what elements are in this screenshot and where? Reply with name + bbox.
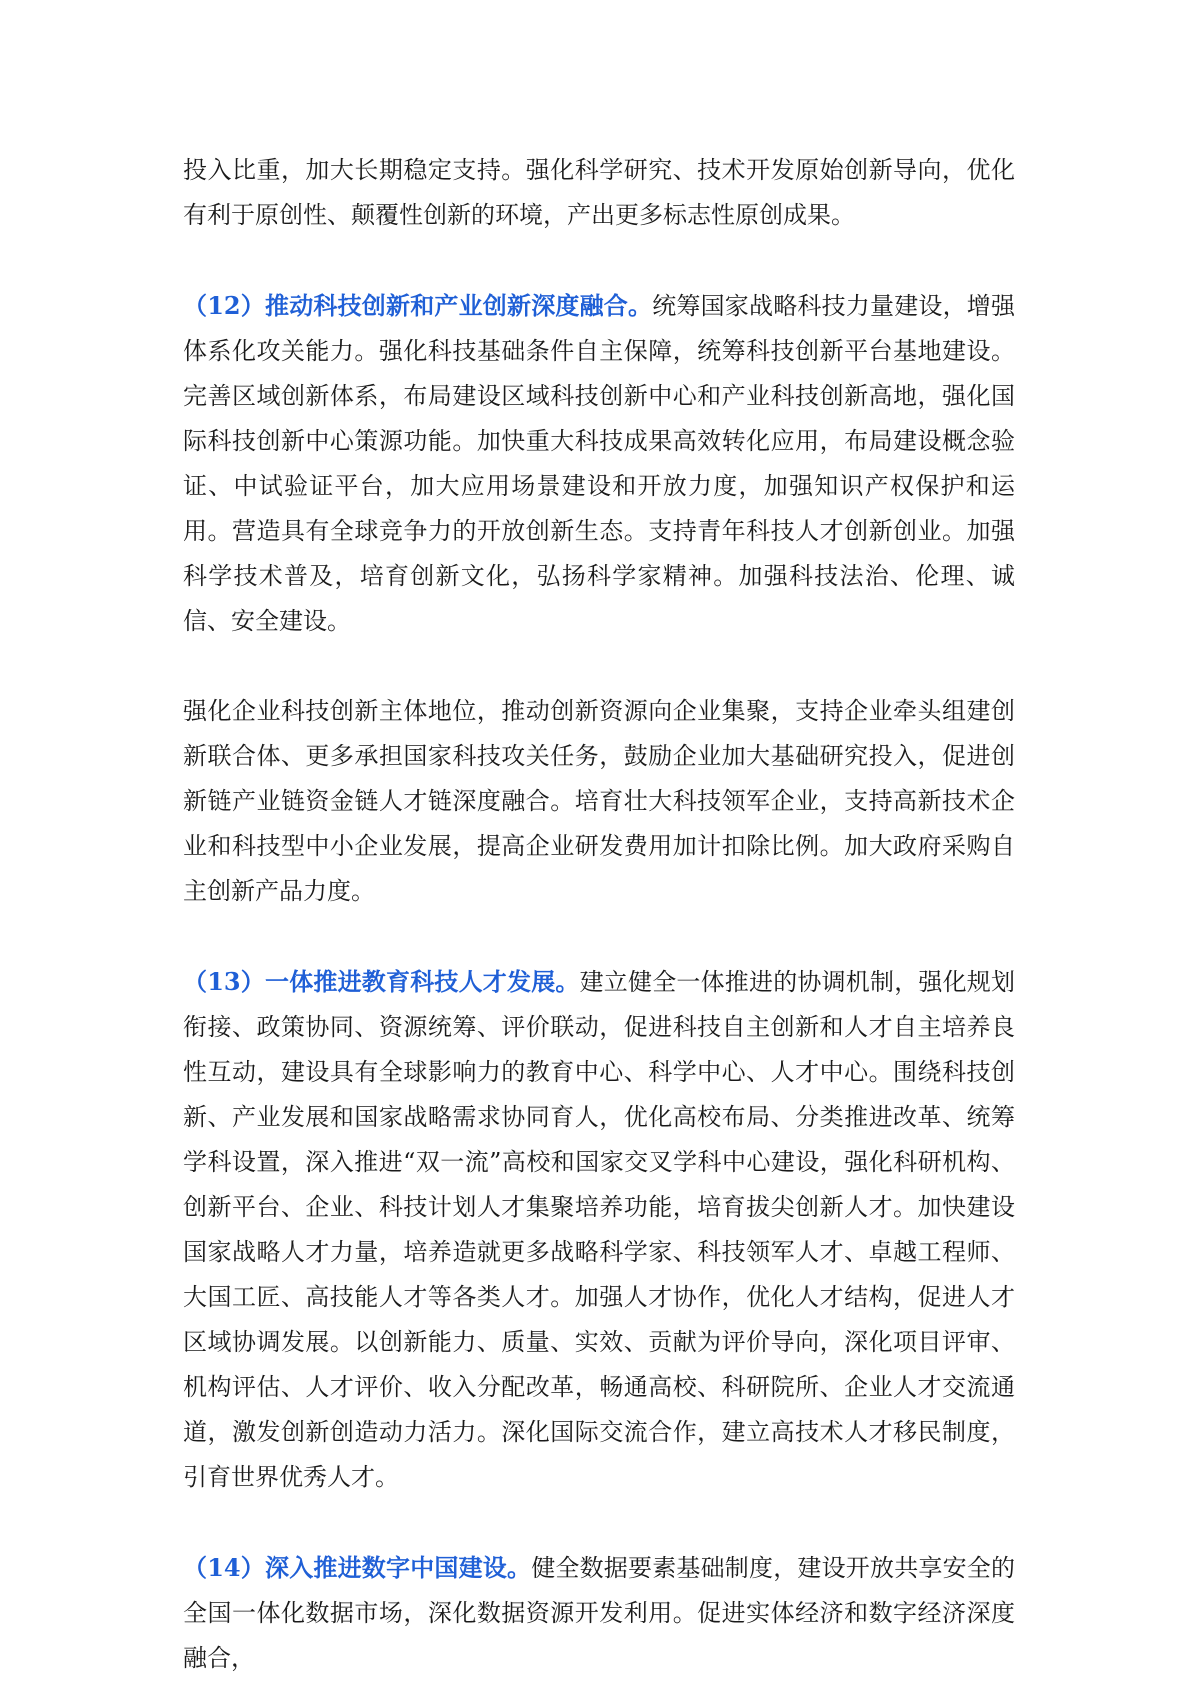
section-heading-14: （14）深入推进数字中国建设。	[183, 1553, 532, 1582]
paragraph-body: 统筹国家战略科技力量建设，增强体系化攻关能力。强化科技基础条件自主保障，统筹科技创新平台基地建设。完善区域创新体系，布局建设区域科技创新中心和产业科技创新高地，强化国际科技创新中心策源功能。加快重大科技成果高效转化应用，布局建设概念验证、中试验证平台，加大应用场景建设和开放力度，加强知识产权保护和运用。营造具有全球竞争力的开放创新生态。支持青年科技人才创新创业。加强科学技术普及，培育创新文化，弘扬科学家精神。加强科技法治、伦理、诚信、安全建设。	[183, 292, 1015, 635]
paragraph-body: 建立健全一体推进的协调机制，强化规划衔接、政策协同、资源统筹、评价联动，促进科技自主创新和人才自主培养良性互动，建设具有全球影响力的教育中心、科学中心、人才中心。围绕科技创新、产业发展和国家战略需求协同育人，优化高校布局、分类推进改革、统筹学科设置，深入推进“双一流”高校和国家交叉学科中心建设，强化科研机构、创新平台、企业、科技计划人才集聚培养功能，培育拔尖创新人才。加快建设国家战略人才力量，培养造就更多战略科学家、科技领军人才、卓越工程师、大国工匠、高技能人才等各类人才。加强人才协作，优化人才结构，促进人才区域协调发展。以创新能力、质量、实效、贡献为评价导向，深化项目评审、机构评估、人才评价、收入分配改革，畅通高校、科研院所、企业人才交流通道，激发创新创造动力活力。深化国际交流合作，建立高技术人才移民制度，引育世界优秀人才。	[183, 968, 1016, 1491]
paragraph-body: 健全数据要素基础制度，建设开放共享安全的全国一体化数据市场，深化数据资源开发利用。促进实体经济和数字经济深度融合，	[183, 1554, 1015, 1672]
section-heading-13: （13）一体推进教育科技人才发展。	[183, 967, 580, 996]
paragraph-section-13	[183, 959, 1015, 1500]
paragraph-continuation	[183, 148, 1015, 238]
document-page	[183, 148, 1015, 1681]
paragraph-body: 强化企业科技创新主体地位，推动创新资源向企业集聚，支持企业牵头组建创新联合体、更多承担国家科技攻关任务，鼓励企业加大基础研究投入，促进创新链产业链资金链人才链深度融合。培育壮大科技领军企业，支持高新技术企业和科技型中小企业发展，提高企业研发费用加计扣除比例。加大政府采购自主创新产品力度。	[183, 697, 1015, 905]
section-heading-12: （12）推动科技创新和产业创新深度融合。	[183, 291, 653, 320]
paragraph-body: 投入比重，加大长期稳定支持。强化科学研究、技术开发原始创新导向，优化有利于原创性、颠覆性创新的环境，产出更多标志性原创成果。	[183, 156, 1015, 229]
paragraph-enterprise-innovation	[183, 689, 1015, 914]
paragraph-section-14	[183, 1545, 1015, 1681]
paragraph-section-12	[183, 283, 1015, 644]
